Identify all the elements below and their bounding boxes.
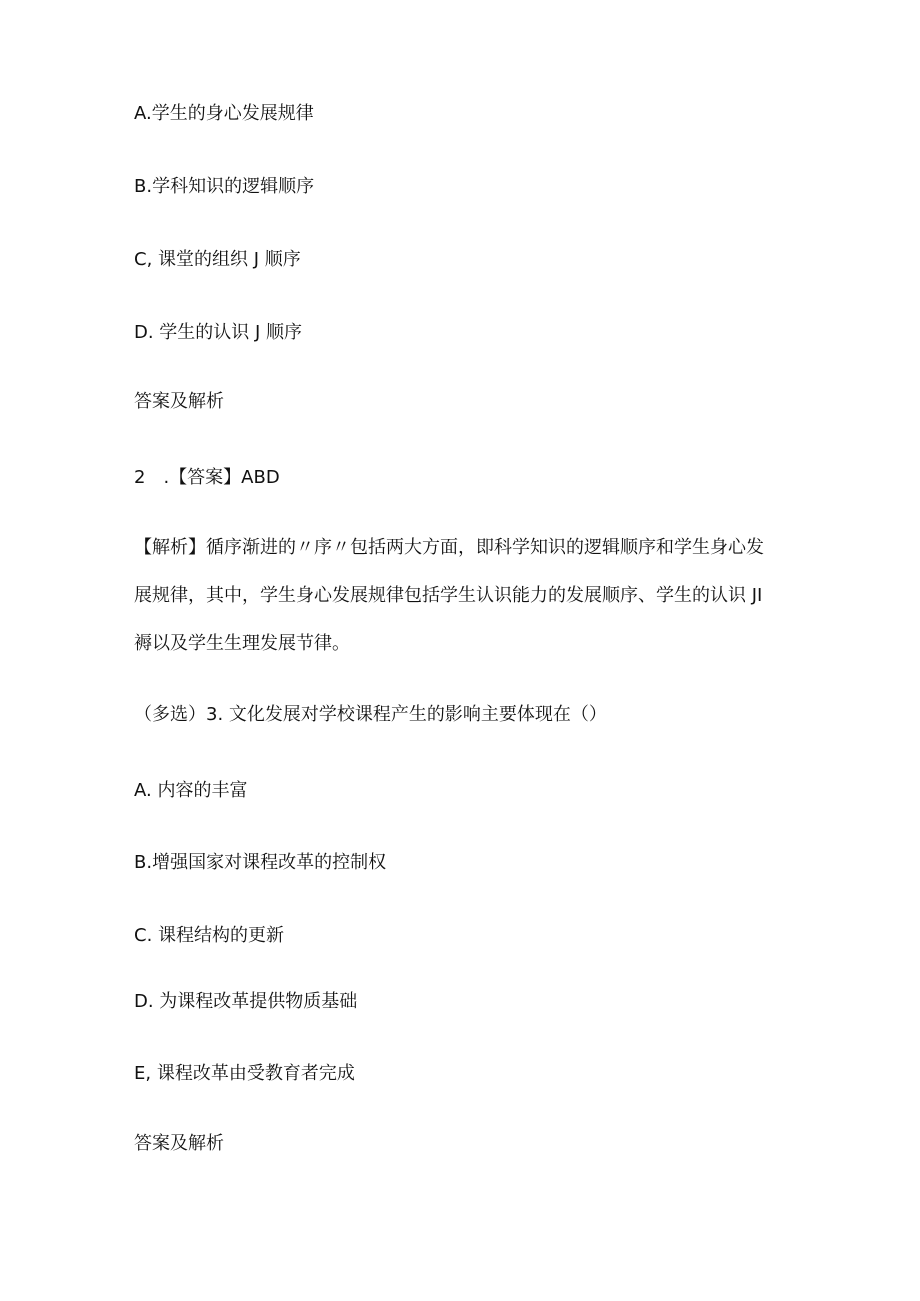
q3-option-c: C. 课程结构的更新 [134,925,285,946]
q3-option-a: A. 内容的丰富 [134,780,248,801]
q2-option-d: D. 学生的认识 J 顺序 [134,322,303,343]
q2-answer-line: 2 .【答案】ABD [134,467,280,488]
q3-option-b: B.增强国家对课程改革的控制权 [134,852,387,873]
q2-option-b: B.学科知识的逻辑顺序 [134,176,315,197]
q2-analysis-line: 【解析】循序渐进的〃序〃包括两大方面，即科学知识的逻辑顺序和学生身心发 [134,537,764,558]
q3-option-e: E, 课程改革由受教育者完成 [134,1063,355,1084]
q3-option-d: D. 为课程改革提供物质基础 [134,991,358,1012]
q2-answer-heading: 答案及解析 [134,391,224,412]
q2-analysis-line: 展规律，其中，学生身心发展规律包括学生认识能力的发展顺序、学生的认识 JI [134,585,763,606]
q3-answer-heading: 答案及解析 [134,1133,224,1154]
q2-analysis [134,536,794,656]
q2-option-a: A.学生的身心发展规律 [134,103,314,124]
q2-analysis-line: 褥以及学生生理发展节律。 [134,633,350,654]
q2-option-c: C, 课堂的组织 J 顺序 [134,249,301,270]
q3-question: （多选）3. 文化发展对学校课程产生的影响主要体现在（） [134,704,607,725]
